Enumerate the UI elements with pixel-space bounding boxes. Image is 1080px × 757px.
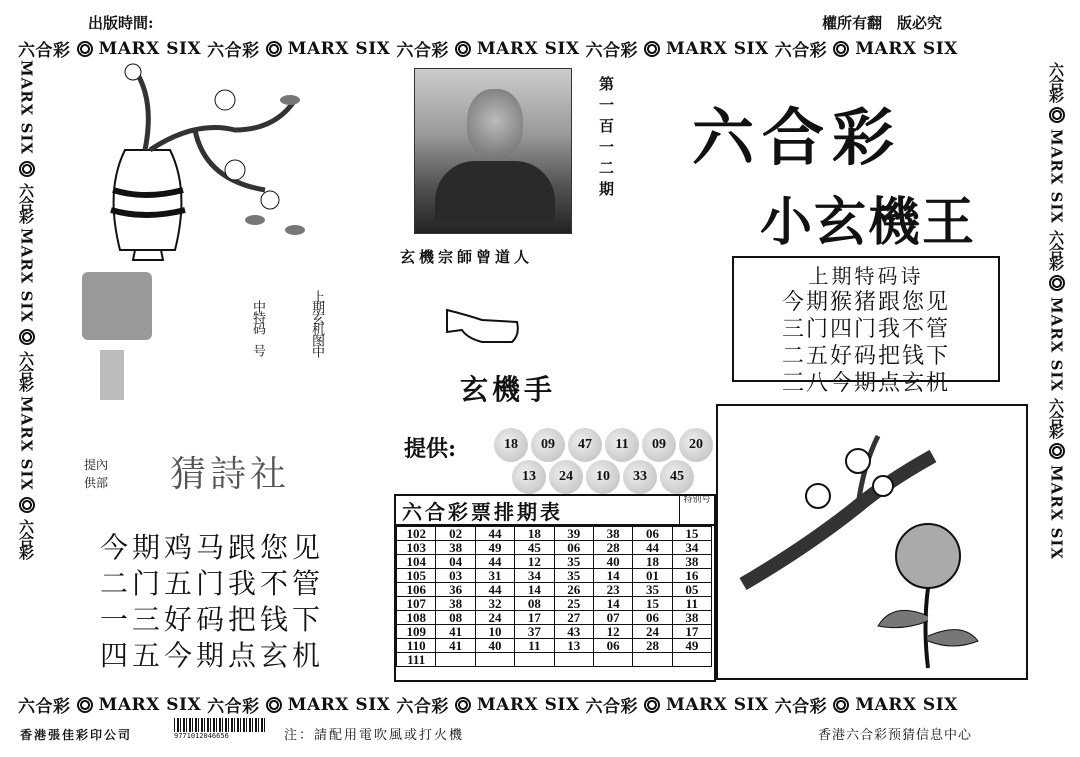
number-cell: 35 [554,569,593,583]
number-cell: 26 [554,583,593,597]
number-cell: 44 [475,583,514,597]
number-ball: 09 [531,428,565,462]
number-cell: 10 [475,625,514,639]
band-text: MARX SIX [476,38,580,59]
period-cell: 102 [397,527,436,541]
seal-stand [100,350,124,400]
number-cell: 23 [593,583,632,597]
last-poem-title: 上期特码诗 [808,264,924,288]
band-cjk: 六合彩 [585,41,639,61]
table-row [397,639,712,653]
number-cell: 43 [554,625,593,639]
last-poem-box [732,256,1000,396]
table-row [397,625,712,639]
flower-icon [1049,275,1065,291]
flower-icon [77,697,93,713]
band-cjk: 六合彩 [396,697,449,717]
number-cell: 24 [633,625,672,639]
hand-caption: 玄機手 [460,373,557,406]
number-ball: 47 [568,428,602,462]
number-cell: 06 [633,527,672,541]
poem-line: 今期鸡马跟您见 [100,531,325,564]
number-cell: 41 [436,639,475,653]
period-cell: 107 [397,597,436,611]
flower-icon [455,697,471,713]
poem-line: 二门五门我不管 [100,567,325,600]
flower-icon [1049,107,1065,123]
band-text: MARX SIX [666,38,769,59]
band-cjk: 六合彩 [396,41,449,61]
master-photo [414,68,572,234]
number-cell: 27 [554,611,593,625]
band-text: MARX SIX [476,694,580,715]
last-poem-line: 三八今期点玄机 [781,371,950,396]
number-cell: 16 [672,569,711,583]
flower-icon [644,697,660,713]
poem-line: 四五今期点玄机 [100,639,325,672]
number-cell: 03 [436,569,475,583]
number-cell: 08 [436,611,475,625]
number-cell: 40 [475,639,514,653]
number-cell: 35 [554,555,593,569]
table-row [397,597,712,611]
number-cell [554,653,593,667]
main-title: 六合彩 [692,101,903,174]
number-cell: 36 [436,583,475,597]
flower-icon [644,41,660,57]
hand-icon [442,300,522,350]
flower-icon [77,41,93,57]
period-cell: 111 [397,653,436,667]
period-cell: 103 [397,541,436,555]
number-cell: 11 [672,597,711,611]
band-cjk: 六合彩 [18,697,71,717]
sub-title: 小玄機王 [760,193,977,253]
number-cell: 18 [515,527,554,541]
last-poem-line: 今期猴猪跟您见 [781,290,950,315]
barcode-number: 9771012046656 [174,732,229,740]
number-cell: 07 [593,611,632,625]
special-label: 特别号 [679,496,714,524]
seal-stamp [82,272,152,340]
band-text: MARX SIX [98,38,202,59]
number-ball: 24 [549,460,583,494]
bottom-band [18,692,1068,717]
table-row [397,653,712,667]
number-cell: 37 [515,625,554,639]
provide-label: 提供: [404,436,457,462]
number-cell: 01 [633,569,672,583]
number-cell: 38 [436,597,475,611]
numbers-row-1 [494,428,713,462]
top-band [18,36,1068,61]
master-caption: 玄機宗師曾道人 [400,248,534,266]
number-ball: 20 [679,428,713,462]
number-cell: 06 [593,639,632,653]
number-cell: 32 [475,597,514,611]
mid-note-left: 中特码 号 [250,300,265,355]
number-cell: 13 [554,639,593,653]
period-cell: 110 [397,639,436,653]
band-cjk: 六合彩 [774,697,828,717]
number-cell: 38 [593,527,632,541]
number-cell: 18 [633,555,672,569]
copyright-notice: 權所有翻 版必究 [822,14,943,32]
number-cell: 28 [593,541,632,555]
period-cell: 106 [397,583,436,597]
number-cell: 45 [515,541,554,555]
society-side-1: 提內 [84,458,109,472]
flower-illustration-box [716,404,1028,680]
mid-note-right: 上期玄机图中 [309,290,324,356]
band-text: MARX SIX [98,694,202,715]
band-text: MARX SIX [666,694,769,715]
number-cell: 06 [633,611,672,625]
poem-line: 一三好码把钱下 [100,603,325,636]
number-cell [593,653,632,667]
lottery-schedule [394,494,716,682]
number-cell: 44 [475,527,514,541]
period-cell: 104 [397,555,436,569]
number-cell: 34 [672,541,711,555]
number-ball: 18 [494,428,528,462]
number-cell: 11 [515,639,554,653]
number-cell: 12 [593,625,632,639]
number-cell [633,653,672,667]
number-cell: 35 [633,583,672,597]
number-cell: 49 [475,541,514,555]
band-text: MARX SIX [287,38,391,59]
number-cell: 44 [475,555,514,569]
plum-blossom-illustration [718,406,1026,678]
footer-note: 注：請配用電吹風或打火機 [284,728,465,743]
flower-icon [833,41,849,57]
flower-icon [1049,443,1065,459]
table-row [397,583,712,597]
number-cell: 38 [672,555,711,569]
number-cell: 24 [475,611,514,625]
number-cell [515,653,554,667]
barcode [174,718,266,732]
band-cjk: 六合彩 [585,697,639,717]
number-cell: 17 [515,611,554,625]
left-band: MARX SIX 六合彩 MARX SIX 六合彩 MARX SIX 六合彩 [17,60,36,559]
flower-icon [266,41,282,57]
number-cell: 31 [475,569,514,583]
number-ball: 45 [660,460,694,494]
number-cell: 14 [515,583,554,597]
number-cell: 49 [672,639,711,653]
flower-icon [19,329,35,345]
band-text: MARX SIX [855,694,958,715]
period-cell: 105 [397,569,436,583]
publish-time-label: 出版時間: [88,14,154,32]
table-row [397,555,712,569]
footer-center: 香港六合彩预猜信息中心 [818,728,973,743]
flower-icon [19,497,35,513]
vase-illustration [95,60,315,270]
number-cell: 08 [515,597,554,611]
society-name: 猜詩社 [170,454,291,495]
flower-icon [455,41,471,57]
table-row [397,527,712,541]
number-cell: 34 [515,569,554,583]
number-cell: 14 [593,569,632,583]
number-ball: 11 [605,428,639,462]
table-row [397,541,712,555]
number-cell: 44 [633,541,672,555]
number-cell: 05 [672,583,711,597]
right-band: 六合彩 MARX SIX 六合彩 MARX SIX 六合彩 MARX SIX [1047,62,1066,561]
band-cjk: 六合彩 [207,41,260,61]
period-cell: 108 [397,611,436,625]
last-poem-line: 三门四门我不管 [781,317,950,342]
band-text: MARX SIX [287,694,391,715]
number-ball: 33 [623,460,657,494]
table-row [397,611,712,625]
current-poem [100,530,324,674]
band-text: MARX SIX [855,38,958,59]
number-cell: 40 [593,555,632,569]
number-cell [672,653,711,667]
table-title: 六合彩票排期表 [402,499,563,524]
issue-number: 第一百一二期 [597,76,615,202]
period-cell: 109 [397,625,436,639]
number-cell: 12 [515,555,554,569]
society-side-2: 供部 [84,476,109,490]
flower-icon [19,161,35,177]
number-cell: 14 [593,597,632,611]
last-poem-line: 二五好码把钱下 [781,344,950,369]
number-cell [436,653,475,667]
number-cell: 04 [436,555,475,569]
number-ball: 09 [642,428,676,462]
number-cell: 28 [633,639,672,653]
number-cell: 02 [436,527,475,541]
number-cell: 06 [554,541,593,555]
number-cell: 38 [436,541,475,555]
number-ball: 10 [586,460,620,494]
flower-icon [833,697,849,713]
number-cell: 15 [633,597,672,611]
number-cell [475,653,514,667]
printer-name: 香港張佳彩印公司 [20,728,133,742]
band-cjk: 六合彩 [774,41,828,61]
number-cell: 38 [672,611,711,625]
number-ball: 13 [512,460,546,494]
numbers-row-2 [512,460,694,494]
lottery-table [396,526,712,667]
number-cell: 41 [436,625,475,639]
band-cjk: 六合彩 [18,41,71,61]
number-cell: 25 [554,597,593,611]
number-cell: 15 [672,527,711,541]
flower-icon [266,697,282,713]
table-row [397,569,712,583]
band-cjk: 六合彩 [207,697,260,717]
number-cell: 39 [554,527,593,541]
number-cell: 17 [672,625,711,639]
